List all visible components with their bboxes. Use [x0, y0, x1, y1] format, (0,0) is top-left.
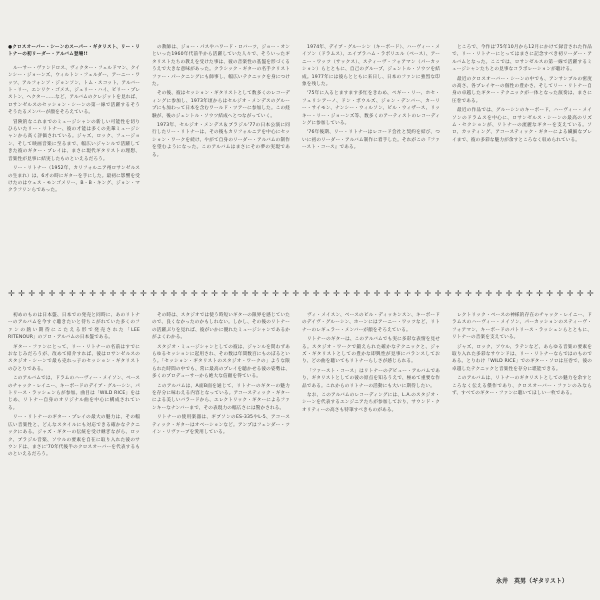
- bottom-column-3: [302, 312, 440, 582]
- cross-ornament: ✛: [525, 289, 533, 298]
- headline: ●クロスオーバー・シーンのスーパー・ギタリスト、リー・リトナーの初リーダー・アルバム登場!!: [8, 45, 140, 58]
- cross-ornament: ✛: [566, 289, 574, 298]
- cross-ornament: ✛: [383, 289, 391, 298]
- cross-ornament: ✛: [373, 289, 381, 298]
- cross-ornament: ✛: [536, 289, 543, 298]
- cross-ornament: ✛: [363, 289, 371, 298]
- cross-ornament: ✛: [302, 289, 310, 298]
- paragraph: ヴィ・メイスン、ベースのビル・ディッキンスン、キーボードのデイヴ・グルーシン、ホーンにはアーニー・ワッツなど、リトナーのレギュラー・メンバーが顔をそろえている。: [302, 313, 440, 333]
- cross-ornament: ✛: [495, 289, 503, 298]
- paragraph: 1974年、デイブ・グルーシン（キーボード）、ハーヴィー・メイソン（ドラムス）、エイブラハム・ラボリエル（ベース）、アーニー・ワッツ（サックス）、スティーヴ・フォアマン（パーカッション）らとともに、自己のグループ、ジェントル・ソウツを結成。1977年には彼らとともに来日し、日本のファンに強烈な印象を残した。: [302, 45, 440, 88]
- paragraph: リー・リトナーのギター・プレイの最大の魅力は、その幅広い音楽性と、どんなスタイルにも対応できる確かなテクニックにある。ジャズ・ギターの伝統を受け継ぎながら、ロック、ブラジル音楽、ソウルの要素を自在に取り入れた彼のサウンドは、まさに'70年代後半のクロスオーバーを代表するものといえるだろう。: [8, 415, 140, 458]
- paragraph: リトナーのギターは、このアルバムでも実に多彩な表情を見せる。スタジオ・ワークで鍛えられた確かなテクニックと、ジャズ・ギタリストとしての豊かな即興性が見事にバランスしており、どの曲を聴いてもリトナーらしさが感じられる。: [302, 337, 440, 365]
- cross-ornament: ✛: [119, 289, 127, 298]
- cross-ornament: ✛: [322, 289, 330, 298]
- cross-ornament: ✛: [18, 289, 25, 298]
- paragraph: '75年に入るとますます多忙をきわめ、ペギー・リー、ホセ・フェリシアーノ、ドン・ボウルズ、ジョン・デンバー、カーリー・サイモン、ナンシー・ウィルソン、ビル・ウィザース、リッキー・リー・ジョーンズ等、数多くのアーティストのレコーディングに参加している。: [302, 91, 440, 127]
- cross-ornament: ✛: [515, 289, 523, 298]
- paragraph: スタジオ・ミュージシャンとしての彼は、ジャンルを問わずあらゆるセッションに起用され、その数は年間数百にものぼるという。「セッション・ギタリストのスタジオ・ワークの」ような限られた時間の中でも、常に最高のプレイを聴かせる彼の姿勢は、多くのプロデューサーから絶大な信頼を得ている。: [152, 344, 290, 380]
- cross-ornament: ✛: [38, 289, 46, 298]
- paragraph: の教師は、ジョー・パスやハワード・ロバーツ、ジョー・オンといった1960年代前半から活躍していた人々で、そういったギタリストたちの教えを受けた事は、彼の音楽性の基盤を形づくるうえで大きな意味があった。クラシック・ギターの名手クリストファー・パークニングにも師事し、幅広いテクニックを身につけた。: [152, 45, 290, 88]
- cross-ornament: ✛: [576, 289, 584, 298]
- paragraph: その後、彼はセッション・ギタリストとして数多くのレコーディングに参加し、1973年頃からはセルジオ・メンデスのグループにも加わって日本を含むワールド・ツアーに参加した。この経験が、後のジェントル・ソウツ結成へとつながっていく。: [152, 91, 290, 119]
- top-column-4: [452, 44, 592, 284]
- cross-ornament: ✛: [546, 289, 553, 298]
- cross-ornament: ✛: [556, 289, 564, 298]
- cross-ornament: ✛: [180, 289, 188, 298]
- cross-ornament: ✛: [28, 289, 36, 298]
- paragraph: レクトリック・ベースの神様的存在のチャック・レイニー、ドラムスのハーヴィー・メイソン、パーカッションのスティーヴ・フォアマン、キーボードのパトリース・ラッシェンらとともに、リトナーの音楽を支えている。: [452, 313, 592, 341]
- cross-ornament: ✛: [89, 289, 96, 298]
- cross-ornament: ✛: [505, 289, 513, 298]
- cross-ornament: ✛: [261, 289, 269, 298]
- paragraph: '76年後期、リー・リトナーはレコード会社と契約を結び、ついに初のリーダー・アルバム制作に着手した。それがこの『ファースト・コース』である。: [302, 130, 440, 151]
- bottom-column-4: [452, 312, 592, 572]
- paragraph: ギター・ファンにとって、リー・リトナーの名前はすでにおなじみだろうが、改めて紹介すれば、彼はロサンゼルスのスタジオ・シーンで最も売れっ子のセッション・ギタリストのひとりである。: [8, 344, 140, 372]
- bottom-column-1: [8, 312, 140, 582]
- cross-ornament: ✛: [68, 289, 76, 298]
- paragraph: リー・リトナー（1952年、カリフォルニア州ロサンゼルスの生まれ）は、6才の時にギターを手にした。最初に影響を受けたのはウェス・モンゴメリー、B・B・キング、ジョン・マクラフリンらであった。: [8, 166, 140, 194]
- cross-ornament: ✛: [251, 289, 259, 298]
- cross-ornament: ✛: [333, 289, 340, 298]
- cross-ornament: ✛: [109, 289, 117, 298]
- paragraph: 冒険的なこれまでのミュージシャンの新しい可能性を切りひらいたリー・リトナー、彼の才能は多くの先輩ミュージシャンから高く評価されている。ジャズ、ロック、フュージョン、そして映画音楽に至るまで、幅広いジャンルで活躍してきた彼のギター・プレイは、まさに現代ギタリストの理想、音楽性が見事に結実したものといえるだろう。: [8, 119, 140, 162]
- cross-ornament: ✛: [140, 289, 147, 298]
- cross-ornament: ✛: [343, 289, 350, 298]
- cross-ornament: ✛: [404, 289, 411, 298]
- top-column-2: [152, 44, 290, 284]
- cross-ornament: ✛: [150, 289, 157, 298]
- paragraph: 最近の作品では、グルーシンのキーボード、ハーヴィー・メイソンのドラムスを中心に、ロサンゼルス・シーンの最高のリズム・セクションが、リトナーの流麗なギターを支えている。ソロ、カッティング、アコースティック・ギターによる繊細なプレイまで、彼の多彩な魅力が余すところなく収められている。: [452, 108, 592, 143]
- cross-ornament: ✛: [424, 289, 432, 298]
- cross-ornament: ✛: [8, 289, 15, 298]
- paragraph: このアルバムは、A面B面を通じて、リトナーのギターの魅力を存分に味わえる内容となっている。アコースティック・ギターによる美しいバラードから、エレクトリック・ギターによるファンキーなナンバーまで、その表現力の幅広さには驚かされる。: [152, 383, 290, 411]
- cross-ornament: ✛: [475, 289, 482, 298]
- cross-ornament: ✛: [414, 289, 421, 298]
- cross-ornament: ✛: [485, 289, 493, 298]
- paragraph: リトナーの使用楽器は、ギブソンのES-335やL-5、アコースティック・ギターはオベーションなど。アンプはフェンダー・ツイン・リヴァーブを愛用している。: [152, 415, 290, 436]
- cross-ornament: ✛: [160, 289, 168, 298]
- top-column-1: [8, 44, 140, 284]
- cross-divider: [8, 289, 594, 299]
- cross-ornament: ✛: [48, 289, 56, 298]
- cross-ornament: ✛: [211, 289, 218, 298]
- cross-ornament: ✛: [444, 289, 452, 298]
- cross-ornament: ✛: [312, 289, 320, 298]
- paragraph: なお、このアルバムのレコーディングには、L.A.のスタジオ・シーンを代表するエンジニアたちが参加しており、サウンド・クオリティーの高さも特筆すべきものがある。: [302, 393, 440, 413]
- author-signature: 永井 英男（ギタリスト）: [496, 578, 568, 585]
- cross-ornament: ✛: [586, 289, 594, 298]
- paragraph: このアルバムは、リトナーのギタリストとしての魅力を余すところなく伝える傑作であり、クロスオーバー・ファンのみならず、すべてのギター・ファンに聴いてほしい一枚である。: [452, 376, 592, 397]
- cross-ornament: ✛: [79, 289, 86, 298]
- bottom-column-2: [152, 312, 290, 582]
- paragraph: 最近のクロスオーバー・シーンの中でも、アンサンブルの密度の高さ、各プレイヤーの個性の豊かさ、そしてリー・リトナー自身の卓越したギター・テクニックが一体となった演奏は、まさに圧巻である。: [452, 76, 592, 104]
- cross-ornament: ✛: [190, 289, 198, 298]
- cross-ornament: ✛: [129, 289, 137, 298]
- cross-ornament: ✛: [292, 289, 300, 298]
- cross-ornament: ✛: [272, 289, 279, 298]
- paragraph: このアルバムでは、ドラムのハーヴィー・メイソン、ベースのチャック・レイニー、キーボードのデイブ・グルーシン、パトリース・ラッシェンらが参加。曲目は「WILD RICE」をはじめ、リトナー自身のオリジナル曲を中心に構成されている。: [8, 376, 140, 411]
- cross-ornament: ✛: [231, 289, 239, 298]
- paragraph: ルーサー・ヴァンドロス、ヴィクター・フェルドマン、クインシー・ジョーンズ、ウィルトン・フェルダー、アーニー・ワッツ、アルフォンソ・ジョンソン、トム・スコット、アルバート・リー、エンリケ・ゴメス、ジェリー・ハイ、ビリー・プレストン、ヘクター……など、アルバムのクレジットを見れば、ロサンゼルスのセッション・シーンの第一線で活躍するそうそうたるメンバーが顔をそろえている。: [8, 65, 140, 116]
- cross-ornament: ✛: [454, 289, 462, 298]
- cross-ornament: ✛: [282, 289, 289, 298]
- cross-ornament: ✛: [393, 289, 401, 298]
- cross-ornament: ✛: [465, 289, 472, 298]
- cross-ornament: ✛: [434, 289, 442, 298]
- cross-ornament: ✛: [99, 289, 107, 298]
- cross-ornament: ✛: [353, 289, 361, 298]
- cross-ornament: ✛: [170, 289, 178, 298]
- paragraph: ところで、今作は'75年10月から12月にかけて録音された作品で、リー・リトナーにとってはまさに記念すべき初リーダー・アルバムとなった。ここでは、ロサンゼルスの第一線で活躍するミュージシャンたちとの見事なコラボレーションが聴ける。: [452, 45, 592, 73]
- cross-ornament: ✛: [221, 289, 228, 298]
- paragraph: 1973年、セルジオ・メンデス＆ブラジル'77の日本公演に同行したリー・リトナーは、その後もカリフォルニアを中心にセッション・ワークを続け、やがて自身のリーダー・アルバムの制作を望むようになった。このアルバムはまさにその夢の実現である。: [152, 123, 290, 158]
- paragraph: 初めのものは日本盤、日本での発売と同時に、あのリトナーのアルバムを今すぐ聴きたいと待ちこがれていた多くのファンの熱い期待にこたえる形で発売された「LEE RITENOUR」のソロ・アルバムの日本盤である。: [8, 313, 140, 341]
- cross-ornament: ✛: [58, 289, 66, 298]
- paragraph: 「ファースト・コース」はリトナーのデビュー・アルバムであり、ギタリストとしての彼の原点を知るうえで、極めて重要な作品である。これからのリトナーの活動にも大いに期待したい。: [302, 368, 440, 389]
- cross-ornament: ✛: [241, 289, 249, 298]
- paragraph: ジャズ、ロック、ソウル、ラテンなど、あらゆる音楽の要素を取り入れた多彩なサウンドは、リー・リトナーならではのものである。とりわけ「WILD RICE」でのギター・ソロは圧巻で、彼の卓越したテクニックと音楽性を存分に堪能できる。: [452, 344, 592, 372]
- top-column-3: [302, 44, 440, 284]
- cross-ornament: ✛: [200, 289, 208, 298]
- paragraph: その時は、スタジオでは使う時短いギターの限界を感じていたので、良くなかったのかもしれない。しかし、その後のリトナーの活躍ぶりを見れば、彼がいかに優れたミュージシャンであるかがよくわかる。: [152, 313, 290, 341]
